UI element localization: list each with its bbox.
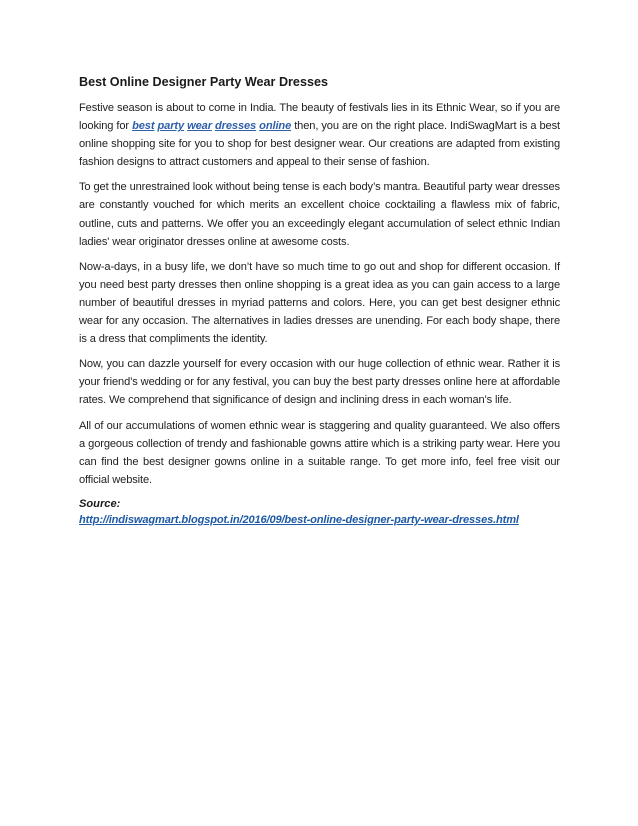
source-link[interactable]: http://indiswagmart.blogspot.in/2016/09/best-online-designer-party-wear-dresses.html <box>79 513 519 526</box>
keyword-link-party[interactable]: party <box>157 120 185 133</box>
source-label: Source: <box>79 497 121 510</box>
keyword-link-online[interactable]: online <box>259 120 292 133</box>
keyword-link-wear[interactable]: wear <box>187 120 212 133</box>
keyword-link-dresses[interactable]: dresses <box>214 120 257 133</box>
paragraph-dazzle: Now, you can dazzle yourself for every occasion with our huge collection of ethnic wear. Rather it is your friend’s wedding or for any festival, you can buy the best party dresses online here at affordable rates. We comprehend that significance of design and inclining dress in each woman's life. <box>79 358 560 407</box>
paragraph-intro <box>79 99 560 171</box>
paragraph-look: To get the unrestrained look without being tense is each body’s mantra. Beautiful party wear dresses are constantly vouched for which merits an excellent choice cocktailing a flawless mix of fabric, outline, cuts and patterns. We offer you an exceedingly elegant accumulation of select ethnic Indian ladies' wear originator dresses online at awesome costs. <box>79 181 560 248</box>
paragraph-busy-life: Now-a-days, in a busy life, we don’t have so much time to go out and shop for different occasion. If you need best party dresses then online shopping is a great idea as you can gain access to a large number of beautiful dresses in myriad patterns and colors. Here, you can get best designer ethnic wear for any occasion. The alternatives in ladies dresses are unending. For each body shape, there is a dress that compliments the identity. <box>79 260 560 346</box>
document-title: Best Online Designer Party Wear Dresses <box>79 75 328 89</box>
paragraph-intro-lead: Festive season is about to come in India. The beauty of festivals lies in its Ethnic Wear, so if you are looking for <box>79 102 560 133</box>
keyword-link-best[interactable]: best <box>132 120 155 133</box>
paragraph-intro-rest: then, you are on the right place. IndiSwagMart is a best online shopping site for you to shop for best designer wear. Our creations are adapted from existing fashion designs to attract customers and appeal to their sense of fashion. <box>79 120 560 169</box>
paragraph-collection: All of our accumulations of women ethnic wear is staggering and quality guaranteed. We also offers a gorgeous collection of trendy and fashionable gowns attire which is a striking party wear. Here you can find the best designer gowns online in a suitable range. To get more info, feel free visit our official website. <box>79 419 560 486</box>
